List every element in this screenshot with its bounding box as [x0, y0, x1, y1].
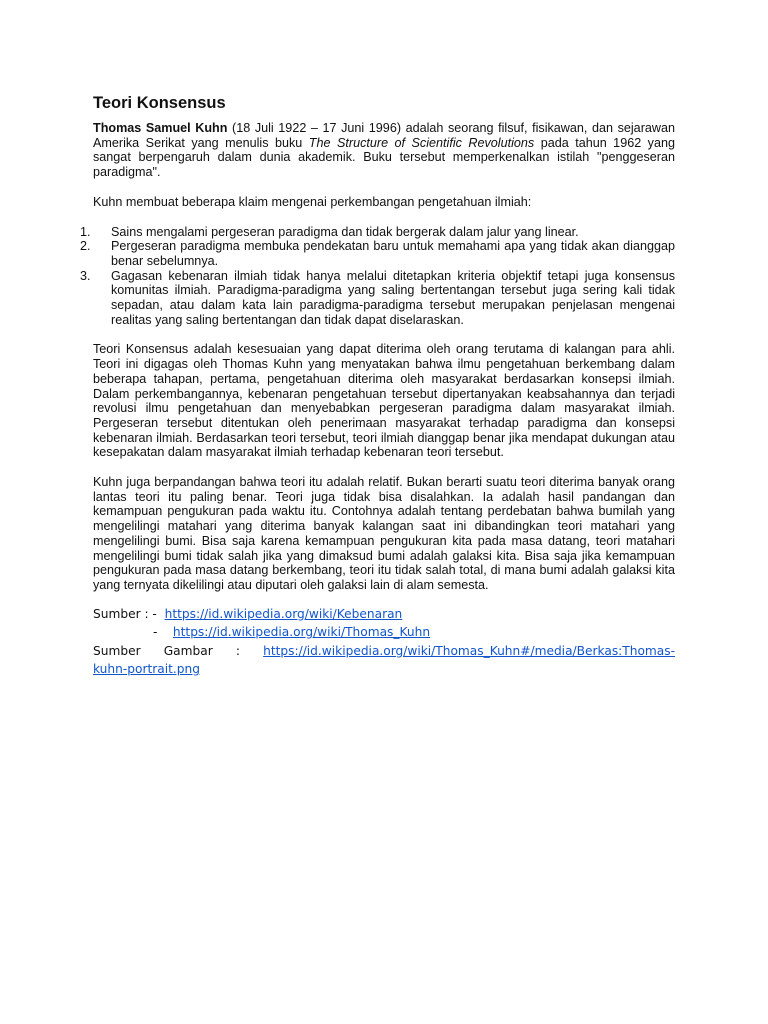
source-link-kebenaran[interactable]: https://id.wikipedia.org/wiki/Kebenaran — [164, 606, 403, 621]
list-number: 1. — [80, 224, 91, 239]
intro-text-2: pada tahun 1962 yang sangat berpengaruh dalam dunia akademik. Buku tersebut memperkenalkan istilah "penggeseran paradigma". — [93, 135, 675, 180]
claims-intro: Kuhn membuat beberapa klaim mengenai perkembangan pengetahuan ilmiah: — [93, 194, 532, 209]
intro-paragraph — [93, 121, 675, 180]
source-row-2 — [93, 623, 675, 642]
consensus-paragraph: Teori Konsensus adalah kesesuaian yang dapat diterima oleh orang terutama di kalangan para ahli. Teori ini digagas oleh Thomas Kuhn yang menyatakan bahwa ilmu pengetahuan berkembang dalam beberapa tahapan, pertama, pengetahuan diterima oleh masyarakat berdasarkan konsepsi ilmiah. Dalam perkembangannya, kebenaran pengetahuan tersebut dipertanyakan keabsahannya dan terjadi revolusi ilmu pengetahuan dan menyebabkan pergeseran paradigma dalam masyarakat ilmiah. Pergeseran tersebut ditentukan oleh penerimaan masyarakat terhadap paradigma dan konsepsi kebenaran ilmiah. Berdasarkan teori tersebut, teori ilmiah dianggap benar jika mendapat dukungan atau kesepakatan dalam masyarakat ilmiah terhadap kebenaran teori tersebut. — [93, 342, 675, 460]
list-text: Sains mengalami pergeseran paradigma dan tidak bergerak dalam jalur yang linear. — [111, 224, 579, 239]
image-source-label-2: Gambar — [163, 643, 213, 658]
image-source-link-cont[interactable]: kuhn-portrait.png — [93, 662, 200, 677]
image-source-row — [93, 642, 675, 661]
page-title: Teori Konsensus — [93, 94, 226, 112]
image-source-row-2 — [93, 660, 675, 679]
list-item — [80, 268, 675, 328]
intro-name: Thomas Samuel Kuhn — [93, 121, 228, 135]
source-row-1 — [93, 605, 675, 624]
intro-text-1: (18 Juli 1922 – 17 Juni 1996) adalah seorang filsuf, fisikawan, dan sejarawan Amerika Serikat yang menulis buku — [93, 121, 675, 150]
image-source-colon: : — [235, 643, 240, 658]
list-text: Pergeseran paradigma membuka pendekatan baru untuk memahami apa yang tidak akan dianggap benar sebelumnya. — [111, 239, 675, 268]
book-title: The Structure of Scientific Revolutions — [308, 135, 535, 150]
document-page — [80, 93, 675, 679]
source-link-thomas-kuhn[interactable]: https://id.wikipedia.org/wiki/Thomas_Kuhn — [172, 625, 431, 640]
source-dash: - — [153, 625, 158, 640]
sources-block — [93, 605, 675, 679]
list-item — [80, 224, 675, 240]
list-number: 3. — [80, 268, 91, 283]
source-label: Sumber : - — [93, 606, 157, 621]
image-source-label-1: Sumber — [93, 643, 141, 658]
list-text: Gagasan kebenaran ilmiah tidak hanya melalui ditetapkan kriteria objektif tetapi juga konsensus komunitas ilmiah. Paradigma-paradigma yang saling bertentangan tersebut juga sering kali tidak sepadan, atau dalam kata lain paradigma-paradigma tersebut merupakan penjelasan mengenai realitas yang saling bertentangan dan tidak dapat diselaraskan. — [111, 268, 675, 327]
list-item — [80, 239, 675, 268]
list-number: 2. — [80, 239, 91, 254]
claims-list — [80, 224, 675, 328]
relativity-paragraph: Kuhn juga berpandangan bahwa teori itu adalah relatif. Bukan berarti suatu teori diterima banyak orang lantas teori itu paling benar. Teori juga tidak bisa disalahkan. Ia adalah hasil pandangan dan kemampuan pengukuran pada waktu itu. Contohnya adalah tentang perdebatan bahwa bumilah yang mengelilingi matahari yang diterima banyak kalangan saat ini dibandingkan teori matahari yang mengelilingi bumi. Bisa saja karena kemampuan pengukuran kita pada masa datang, teori matahari mengelilingi bumi tidak salah jika yang dimaksud bumi adalah galaksi kita. Bisa saja jika kemampuan pengukuran pada masa datang berkembang, teori itu tidak salah total, di mana bumi adalah galaksi kita yang ternyata dikelilingi atau diputari oleh galaksi lain di alam semesta. — [93, 475, 675, 592]
image-source-link[interactable]: https://id.wikipedia.org/wiki/Thomas_Kuhn#/media/Berkas:Thomas- — [263, 643, 675, 658]
